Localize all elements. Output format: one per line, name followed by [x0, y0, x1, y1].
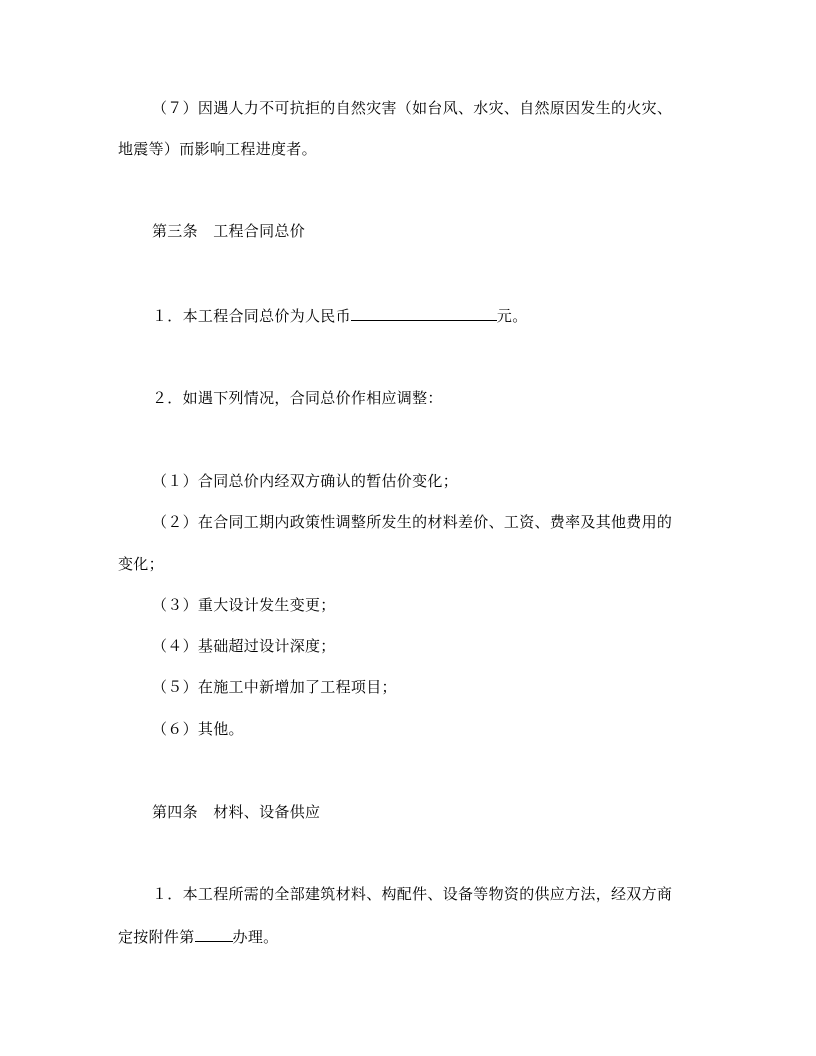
article-3-item-1	[152, 305, 528, 326]
article-3-item-2: ２．如遇下列情况，合同总价作相应调整：	[152, 389, 443, 407]
clause-7-line-2: 地震等）而影响工程进度者。	[118, 140, 317, 158]
contract-price-blank	[351, 305, 497, 321]
article-4-item-1-line-1: １．本工程所需的全部建筑材料、构配件、设备等物资的供应方法，经双方商	[152, 885, 673, 903]
item-1-unit: 元。	[496, 307, 528, 325]
adjustment-5: （５）在施工中新增加了工程项目；	[152, 678, 397, 696]
clause-7-line-1: （７）因遇人力不可抗拒的自然灾害（如台风、水灾、自然原因发生的火灾、	[152, 99, 673, 117]
attachment-number-blank	[195, 926, 233, 942]
item-1-text: １．本工程合同总价为人民币	[152, 307, 351, 325]
adjustment-2-line-2: 变化；	[118, 555, 164, 573]
article-3-heading: 第三条 工程合同总价	[152, 222, 306, 240]
adjustment-4: （４）基础超过设计深度；	[152, 637, 336, 655]
article-4-item-1-line-2	[118, 926, 278, 947]
attachment-text: 定按附件第	[118, 928, 195, 946]
adjustment-2-line-1: （２）在合同工期内政策性调整所发生的材料差价、工资、费率及其他费用的	[152, 513, 673, 531]
adjustment-1: （１）合同总价内经双方确认的暂估价变化；	[152, 472, 459, 490]
attachment-tail: 办理。	[232, 928, 279, 946]
adjustment-6: （６）其他。	[152, 720, 244, 738]
adjustment-3: （３）重大设计发生变更；	[152, 596, 336, 614]
article-4-heading: 第四条 材料、设备供应	[152, 803, 321, 821]
